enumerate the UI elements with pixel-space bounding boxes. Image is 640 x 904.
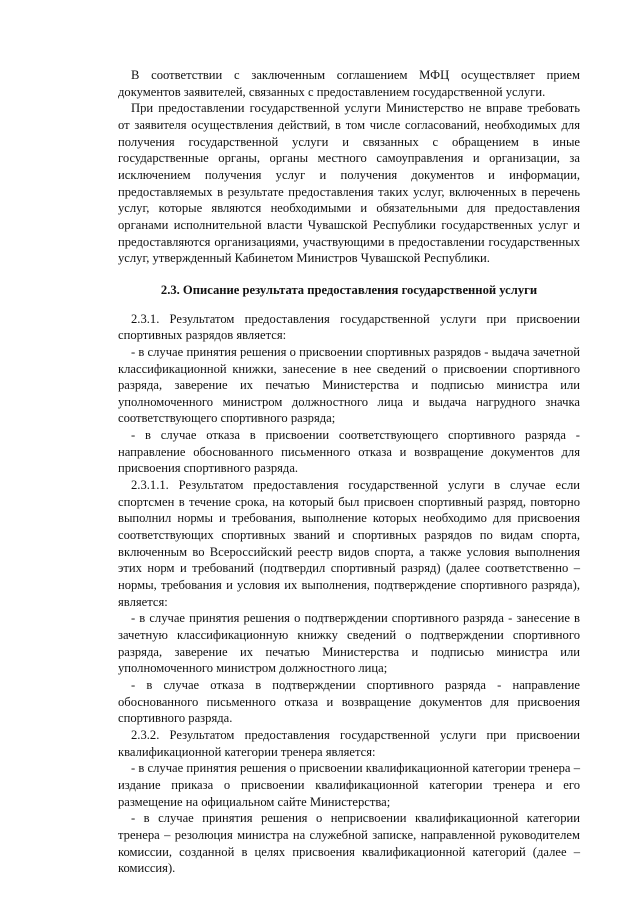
paragraph: В соответствии с заключенным соглашением МФЦ осуществляет прием документов заявителей, связанных с предоставлением государственной услуги. <box>118 68 580 99</box>
paragraph: При предоставлении государственной услуги Министерство не вправе требовать от заявителя осуществления действий, в том числе согласований, необходимых для получения государственной услуги и связанных с обращением в иные государственные органы, органы местного самоуправления и организации, за исключением получения услуг и получения документов и информации, предоставляемых в результате предоставления таких услуг, включенных в перечень услуг, которые являются необходимыми и обязательными для предоставления органами исполнительной власти Чувашской Республики государственных услуг и предоставляются организациями, участвующими в предоставлении государственных услуг, утвержденный Кабинетом Министров Чувашской Республики. <box>118 101 580 266</box>
paragraph: 2.3.2. Результатом предоставления государственной услуги при присвоении квалификационной категории тренера является: <box>118 727 580 759</box>
paragraph: - в случае принятия решения о присвоении спортивных разрядов - выдача зачетной классификационной книжки, занесение в нее сведений о присвоении спортивного разряда, заверение их печатью Министерства и подписью министра или уполномоченного министром должностного лица и выдача нагрудного значка соответствующего спортивного разряда; <box>118 344 580 426</box>
paragraph: - в случае принятия решения о присвоении квалификационной категории тренера – издание приказа о присвоении квалификационной категории тренера и его размещение на официальном сайте Министерства; <box>118 761 580 809</box>
section-heading: 2.3. Описание результата предоставления государственной услуги <box>160 282 538 297</box>
paragraph: - в случае принятия решения о неприсвоении квалификационной категории тренера – резолюция министра на служебной записке, направленной руководителем комиссии, созданной в целях присвоения квалификационной категорий (далее – комиссия). <box>118 811 580 876</box>
paragraph: - в случае отказа в присвоении соответствующего спортивного разряда - направление обоснованного письменного отказа и возвращение документов для присвоения спортивного разряда. <box>118 428 580 476</box>
paragraph: - в случае отказа в подтверждении спортивного разряда - направление обоснованного письменного отказа и возвращение документов для присвоения спортивного разряда. <box>118 677 580 726</box>
paragraph: - в случае принятия решения о подтверждении спортивного разряда - занесение в зачетную классификационную книжку сведений о подтверждении спортивного разряда, заверение их печатью Министерства и подписью министра или уполномоченного министром должностного лица; <box>118 611 580 676</box>
paragraph: 2.3.1.1. Результатом предоставления государственной услуги в случае если спортсмен в течение срока, на который был присвоен спортивный разряд, повторно выполнил нормы и требования, выполнение которых необходимо для присвоения соответствующих спортивных званий и спортивных разрядов по видам спорта, включенным во Всероссийский реестр видов спорта, а также условия выполнения этих норм и требований (подтвердил спортивный разряд) (далее соответственно – нормы, требования и условия их выполнения, подтверждение спортивного разряда), является: <box>118 478 580 609</box>
paragraph: 2.3.1. Результатом предоставления государственной услуги при присвоении спортивных разрядов является: <box>118 311 580 343</box>
document-page <box>118 67 580 877</box>
